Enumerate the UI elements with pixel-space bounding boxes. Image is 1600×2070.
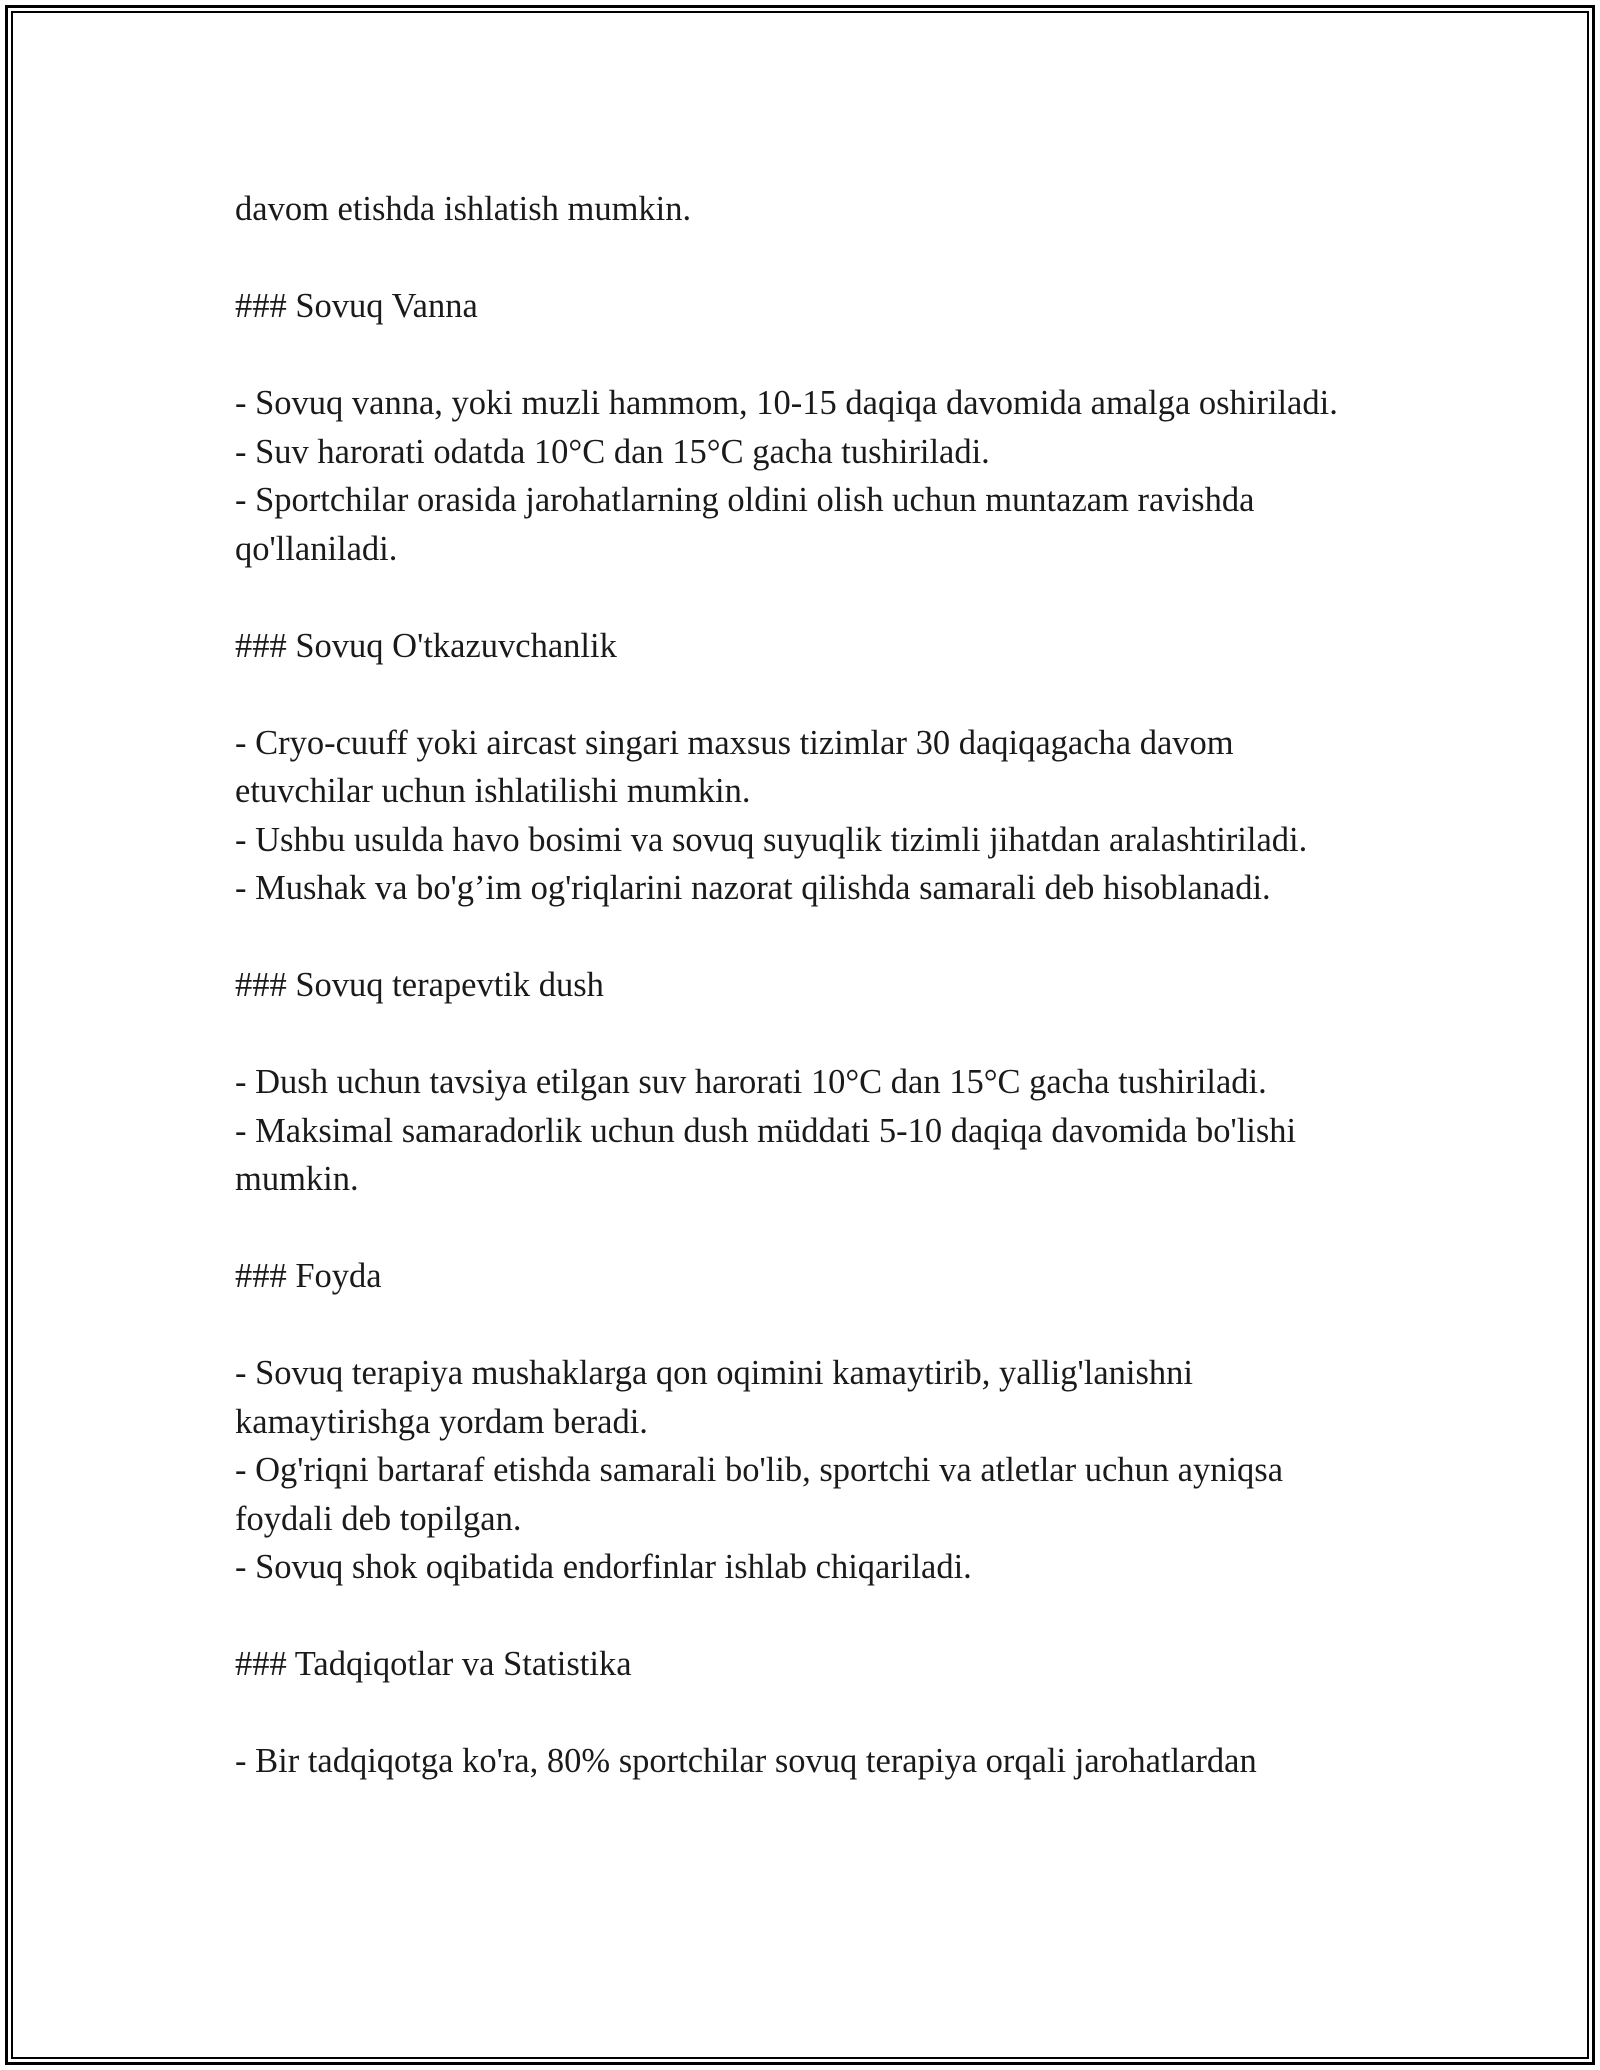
spacer: [235, 1010, 1375, 1059]
list-item: - Dush uchun tavsiya etilgan suv harorati 10°C dan 15°C gacha tushiriladi.: [235, 1063, 1267, 1101]
list-item: - Sportchilar orasida jarohatlarning oldini olish uchun muntazam ravishda qo'llaniladi.: [235, 481, 1255, 568]
spacer: [235, 1689, 1375, 1738]
list-item: - Maksimal samaradorlik uchun dush müddati 5-10 daqiqa davomida bo'lishi mumkin.: [235, 1111, 1297, 1198]
list-item: - Ushbu usulda havo bosimi va sovuq suyuqlik tizimli jihatdan aralashtiriladi.: [235, 820, 1308, 859]
section-heading-tadqiqotlar: ### Tadqiqotlar va Statistika: [235, 1645, 632, 1683]
spacer: [235, 234, 1375, 283]
list-item: - Sovuq vanna, yoki muzli hammom, 10-15 daqiqa davomida amalga oshiriladi.: [235, 384, 1338, 422]
opening-line: davom etishda ishlatish mumkin.: [235, 190, 692, 228]
list-item: - Sovuq terapiya mushaklarga qon oqimini kamaytirib, yallig'lanishni kamaytirishga yordam beradi.: [235, 1354, 1193, 1441]
section-heading-sovuq-terapevtik-dush: ### Sovuq terapevtik dush: [235, 966, 604, 1004]
spacer: [235, 670, 1375, 719]
section-heading-sovuq-otkazuvchanlik: ### Sovuq O'tkazuvchanlik: [235, 626, 617, 665]
section-heading-sovuq-vanna: ### Sovuq Vanna: [235, 287, 478, 325]
spacer: [235, 1592, 1375, 1641]
list-item: - Bir tadqiqotga ko'ra, 80% sportchilar sovuq terapiya orqali jarohatlardan: [235, 1742, 1257, 1780]
list-item: - Cryo-cuuff yoki aircast singari maxsus tizimlar 30 daqiqagacha davom etuvchilar uchun ishlatilishi mumkin.: [235, 723, 1234, 810]
list-item: - Suv harorati odatda 10°C dan 15°C gacha tushiriladi.: [235, 432, 990, 471]
list-item: - Og'riqni bartaraf etishda samarali bo'lib, sportchi va atletlar uchun ayniqsa foydali deb topilgan.: [235, 1451, 1284, 1538]
list-item: - Mushak va bo'g’im og'riqlarini nazorat qilishda samarali deb hisoblanadi.: [235, 869, 1271, 907]
section-heading-foyda: ### Foyda: [235, 1257, 382, 1295]
document-body: [235, 185, 1375, 1786]
spacer: [235, 331, 1375, 380]
spacer: [235, 1204, 1375, 1253]
spacer: [235, 1301, 1375, 1350]
spacer: [235, 913, 1375, 962]
spacer: [235, 573, 1375, 622]
list-item: - Sovuq shok oqibatida endorfinlar ishlab chiqariladi.: [235, 1548, 972, 1586]
